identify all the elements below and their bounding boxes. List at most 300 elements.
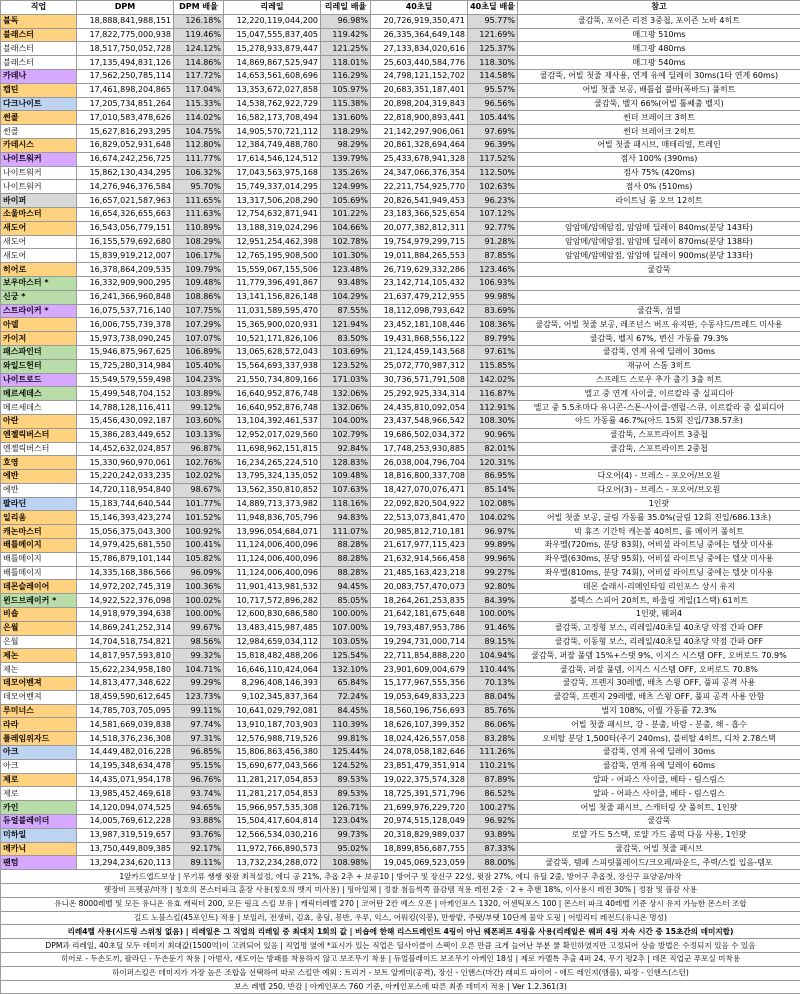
table-row: [1, 194, 800, 208]
table-row: [1, 552, 800, 566]
table-row: [1, 483, 800, 497]
note-cell: 엘고 중 5.5초마다 유니콘-스톤-사이클-엔릴-스큐, 이르칼라 중 실피디아: [518, 401, 800, 415]
restraint-ratio: 85.05%: [321, 594, 371, 608]
dpm-ratio: 103.89%: [174, 387, 224, 401]
restraint-ratio: 88.28%: [321, 566, 371, 580]
class-name: 듀얼블레이더: [1, 815, 77, 829]
table-row: [1, 787, 800, 801]
forty-sec-ratio: 99.89%: [468, 539, 518, 553]
restraint-value: 13,104,392,461,537: [224, 414, 321, 428]
restraint-ratio: 104.66%: [321, 221, 371, 235]
forty-sec-ratio: 96.56%: [468, 97, 518, 111]
class-name: 제논: [1, 663, 77, 677]
forty-sec-ratio: 84.39%: [468, 594, 518, 608]
restraint-ratio: 102.78%: [321, 235, 371, 249]
forty-sec-ratio: 111.26%: [468, 746, 518, 760]
class-name: 비숍: [1, 608, 77, 622]
dpm-ratio: 107.75%: [174, 304, 224, 318]
restraint-ratio: 116.29%: [321, 69, 371, 83]
dpm-value: 15,220,242,033,235: [77, 470, 174, 484]
footer-row: [1, 952, 800, 966]
dpm-ratio: 99.12%: [174, 401, 224, 415]
forty-sec-value: 19,754,979,299,715: [371, 235, 468, 249]
restraint-ratio: 89.53%: [321, 787, 371, 801]
dpm-value: 17,010,583,478,626: [77, 111, 174, 125]
dpm-value: 15,862,130,434,295: [77, 166, 174, 180]
dpm-ratio: 101.77%: [174, 497, 224, 511]
dpm-value: 14,120,094,074,525: [77, 801, 174, 815]
table-row: [1, 663, 800, 677]
footer-row: [1, 966, 800, 980]
restraint-ratio: 119.42%: [321, 28, 371, 42]
dpm-ratio: 93.88%: [174, 815, 224, 829]
restraint-value: 13,141,156,826,148: [224, 290, 321, 304]
forty-sec-value: 19,294,731,000,714: [371, 635, 468, 649]
class-name: 배틀메이지: [1, 552, 77, 566]
class-name: 카이저: [1, 332, 77, 346]
class-name: 블래스터: [1, 56, 77, 70]
forty-sec-ratio: 86.95%: [468, 470, 518, 484]
forty-sec-ratio: 88.00%: [468, 856, 518, 870]
dpm-value: 13,750,449,809,385: [77, 842, 174, 856]
class-name: 카데시스: [1, 138, 77, 152]
class-name: 배틀메이지: [1, 566, 77, 580]
restraint-ratio: 171.03%: [321, 373, 371, 387]
dpm-value: 14,788,128,116,411: [77, 401, 174, 415]
note-cell: [518, 207, 800, 221]
dpm-value: 14,972,202,745,319: [77, 580, 174, 594]
restraint-value: 16,640,952,876,748: [224, 401, 321, 415]
dpm-value: 14,817,957,593,810: [77, 649, 174, 663]
header-dpm-ratio: DPM 배율: [174, 1, 224, 15]
restraint-value: 11,948,836,705,796: [224, 511, 321, 525]
table-row: [1, 69, 800, 83]
dpm-ratio: 102.76%: [174, 456, 224, 470]
note-cell: 1인팟, 웨퍼4: [518, 608, 800, 622]
forty-sec-value: 26,719,629,332,286: [371, 263, 468, 277]
class-name: 썬콜: [1, 125, 77, 139]
forty-sec-ratio: 110.44%: [468, 663, 518, 677]
forty-sec-value: 26,335,364,649,148: [371, 28, 468, 42]
dpm-value: 14,785,703,705,095: [77, 704, 174, 718]
restraint-value: 11,901,413,981,532: [224, 580, 321, 594]
table-row: [1, 14, 800, 28]
note-cell: 암암메/암메암점, 암암메 딜레이 870ms(분당 138타): [518, 235, 800, 249]
restraint-value: 12,576,988,719,526: [224, 732, 321, 746]
class-name: 패스파인더: [1, 345, 77, 359]
restraint-ratio: 124.52%: [321, 759, 371, 773]
table-row: [1, 111, 800, 125]
restraint-ratio: 99.81%: [321, 732, 371, 746]
dpm-value: 15,499,548,704,152: [77, 387, 174, 401]
restraint-value: 15,806,863,456,380: [224, 746, 321, 760]
note-cell: 쿨감뚝, 섬멸: [518, 304, 800, 318]
restraint-value: 10,641,029,792,081: [224, 704, 321, 718]
dpm-value: 14,979,425,681,550: [77, 539, 174, 553]
dpm-value: 15,056,375,043,300: [77, 525, 174, 539]
footer-row: [1, 884, 800, 898]
dpm-value: 15,549,579,559,498: [77, 373, 174, 387]
class-name: 제로: [1, 787, 77, 801]
dpm-value: 14,435,071,954,178: [77, 773, 174, 787]
footer-row: [1, 939, 800, 953]
forty-sec-value: 19,686,502,034,372: [371, 428, 468, 442]
table-row: [1, 732, 800, 746]
class-name: 배틀메이지: [1, 539, 77, 553]
dpm-value: 16,654,326,655,663: [77, 207, 174, 221]
dpm-value: 14,452,632,024,857: [77, 442, 174, 456]
forty-sec-value: 19,431,868,556,122: [371, 332, 468, 346]
dpm-ratio: 99.67%: [174, 621, 224, 635]
dpm-value: 18,517,750,052,728: [77, 42, 174, 56]
footer-note: 유니온 8000레벨 및 모든 유니온 유효 캐릭터 200, 모든 링크 스킬 보유 | 캐릭터레벨 270 | 코어탄 2칸 예스 오픈 | 아케인포스 1320, 어센틱포스 100 | 몬스터 파크 40레벨 기준 상시 유지 가능한 몬스터 조합: [1, 897, 800, 911]
restraint-value: 13,795,324,135,052: [224, 470, 321, 484]
table-row: [1, 166, 800, 180]
class-name: 다크나이트: [1, 97, 77, 111]
restraint-ratio: 123.04%: [321, 815, 371, 829]
dpm-ratio: 108.29%: [174, 235, 224, 249]
table-row: [1, 815, 800, 829]
note-cell: 라이트닝 룸 오브 12히트: [518, 194, 800, 208]
header-40s: 40초딜: [371, 1, 468, 15]
restraint-value: 15,690,677,043,566: [224, 759, 321, 773]
forty-sec-value: 18,024,426,557,058: [371, 732, 468, 746]
forty-sec-ratio: 107.12%: [468, 207, 518, 221]
header-row: [1, 1, 800, 15]
forty-sec-ratio: 102.63%: [468, 180, 518, 194]
table-row: [1, 414, 800, 428]
table-row: [1, 83, 800, 97]
table-row: [1, 207, 800, 221]
forty-sec-value: 23,142,714,105,432: [371, 276, 468, 290]
forty-sec-value: 20,318,829,989,037: [371, 828, 468, 842]
restraint-value: 21,550,734,809,166: [224, 373, 321, 387]
dpm-value: 16,006,755,739,378: [77, 318, 174, 332]
dpm-ratio: 103.13%: [174, 428, 224, 442]
restraint-value: 12,765,195,908,500: [224, 249, 321, 263]
table-row: [1, 746, 800, 760]
dpm-value: 15,456,430,092,187: [77, 414, 174, 428]
forty-sec-value: 24,435,810,092,054: [371, 401, 468, 415]
restraint-ratio: 94.83%: [321, 511, 371, 525]
forty-sec-value: 25,292,925,334,314: [371, 387, 468, 401]
footer-note: 펫장비 프펫공/마작 | 칭호의 몬스터파크 훈장 사용(칭호의 뱃지 미사용) | 띵아일체 | 정찰 첨들썩쪽 플감템 적용 레전 2중 · 2 + 추핸 18%, 이사용시 레전 30% | 정참 및 플감 사용: [1, 884, 800, 898]
forty-sec-value: 18,264,261,253,835: [371, 594, 468, 608]
class-name: 플레임위자드: [1, 732, 77, 746]
class-name: 은월: [1, 621, 77, 635]
forty-sec-ratio: 87.33%: [468, 842, 518, 856]
table-row: [1, 428, 800, 442]
dpm-value: 15,183,744,640,544: [77, 497, 174, 511]
table-row: [1, 125, 800, 139]
dpm-ratio: 106.89%: [174, 345, 224, 359]
dpm-value: 15,973,738,090,245: [77, 332, 174, 346]
restraint-value: 10,717,572,896,282: [224, 594, 321, 608]
forty-sec-value: 23,437,548,966,542: [371, 414, 468, 428]
class-name: 새도어: [1, 235, 77, 249]
forty-sec-value: 21,699,976,229,720: [371, 801, 468, 815]
restraint-value: 12,220,119,044,200: [224, 14, 321, 28]
note-cell: 쿨감뚝, 템페 스피릿풀레이드/크오페/파운드, 주력/스킬 입음-템포: [518, 856, 800, 870]
note-cell: 오비탈 분당 1,500타(주기 240ms), 블비탈 4히트, 디차 2.78스택: [518, 732, 800, 746]
dpm-value: 15,146,393,423,274: [77, 511, 174, 525]
forty-sec-ratio: 83.28%: [468, 732, 518, 746]
restraint-ratio: 111.07%: [321, 525, 371, 539]
dpm-ratio: 97.31%: [174, 732, 224, 746]
class-name: 은월: [1, 635, 77, 649]
header-restraint-ratio: 리레일 배율: [321, 1, 371, 15]
forty-sec-ratio: 85.14%: [468, 483, 518, 497]
class-name: 에반: [1, 483, 77, 497]
table-footer: [1, 870, 800, 994]
dpm-ratio: 96.09%: [174, 566, 224, 580]
restraint-value: 11,281,217,054,853: [224, 787, 321, 801]
dpm-ratio: 105.82%: [174, 552, 224, 566]
note-cell: 좌우멜(720ms, 분당 83회), 어비셜 라이트닝 중에는 텔샷 미사용: [518, 539, 800, 553]
dpm-value: 15,839,919,212,007: [77, 249, 174, 263]
dpm-value: 17,461,898,204,865: [77, 83, 174, 97]
forty-sec-value: 24,798,121,152,702: [371, 69, 468, 83]
note-cell: [518, 456, 800, 470]
table-row: [1, 580, 800, 594]
table-row: [1, 621, 800, 635]
dpm-ratio: 93.74%: [174, 787, 224, 801]
restraint-ratio: 72.24%: [321, 690, 371, 704]
note-cell: 1인팟: [518, 497, 800, 511]
restraint-ratio: 125.44%: [321, 746, 371, 760]
note-cell: 점사 75% (420ms): [518, 166, 800, 180]
dpm-ratio: 98.67%: [174, 483, 224, 497]
table-row: [1, 359, 800, 373]
header-class: 직업: [1, 1, 77, 15]
table-row: [1, 594, 800, 608]
dpm-value: 15,786,879,101,144: [77, 552, 174, 566]
restraint-ratio: 109.48%: [321, 470, 371, 484]
dpm-ratio: 114.02%: [174, 111, 224, 125]
dpm-value: 16,674,242,256,725: [77, 152, 174, 166]
footer-row: [1, 897, 800, 911]
table-row: [1, 152, 800, 166]
forty-sec-ratio: 116.87%: [468, 387, 518, 401]
restraint-ratio: 89.53%: [321, 773, 371, 787]
restraint-ratio: 135.26%: [321, 166, 371, 180]
forty-sec-ratio: 99.98%: [468, 290, 518, 304]
dpm-ratio: 126.18%: [174, 14, 224, 28]
dpm-ratio: 96.85%: [174, 746, 224, 760]
class-name: 새도어: [1, 221, 77, 235]
note-cell: 쿨감뚝, 어빌 첫줄 패시브: [518, 842, 800, 856]
table-row: [1, 856, 800, 870]
restraint-value: 13,483,415,987,485: [224, 621, 321, 635]
class-name: 썬콜: [1, 111, 77, 125]
restraint-ratio: 105.69%: [321, 194, 371, 208]
forty-sec-ratio: 117.52%: [468, 152, 518, 166]
restraint-value: 11,281,217,054,853: [224, 773, 321, 787]
forty-sec-ratio: 104.02%: [468, 511, 518, 525]
dpm-ratio: 92.17%: [174, 842, 224, 856]
restraint-ratio: 110.39%: [321, 718, 371, 732]
dpm-ratio: 98.56%: [174, 635, 224, 649]
restraint-value: 17,043,563,975,168: [224, 166, 321, 180]
restraint-value: 16,646,110,424,064: [224, 663, 321, 677]
forty-sec-ratio: 87.85%: [468, 249, 518, 263]
restraint-value: 13,317,506,208,290: [224, 194, 321, 208]
dpm-ratio: 103.60%: [174, 414, 224, 428]
forty-sec-ratio: 112.50%: [468, 166, 518, 180]
forty-sec-ratio: 96.92%: [468, 815, 518, 829]
forty-sec-ratio: 85.76%: [468, 704, 518, 718]
forty-sec-ratio: 121.69%: [468, 28, 518, 42]
table-row: [1, 318, 800, 332]
restraint-value: 9,102,345,837,364: [224, 690, 321, 704]
restraint-value: 11,698,962,151,815: [224, 442, 321, 456]
dpm-value: 17,562,250,785,114: [77, 69, 174, 83]
class-name: 나이트로드: [1, 373, 77, 387]
footer-note: 하이퍼스킬은 데미지가 가장 높은 조합을 선택하여 따로 스킬만 예외 : 트리거 - 보트 알케미(공격), 장신 - 인핸스(마간) 래피드 파이어 - 애드 레인지(앰블), 파장 - 인핸스(스턴): [1, 966, 800, 980]
forty-sec-ratio: 83.69%: [468, 304, 518, 318]
table-row: [1, 801, 800, 815]
dpm-ratio: 94.65%: [174, 801, 224, 815]
dpm-ratio: 89.11%: [174, 856, 224, 870]
restraint-value: 15,047,555,837,405: [224, 28, 321, 42]
table-row: [1, 773, 800, 787]
note-cell: 좌우멜(810ms, 분당 74회), 어비셜 라이트닝 중에는 텔샷 미사용: [518, 566, 800, 580]
restraint-ratio: 125.54%: [321, 649, 371, 663]
dpm-ratio: 100.36%: [174, 580, 224, 594]
table-row: [1, 138, 800, 152]
table-row: [1, 704, 800, 718]
note-cell: 어빌 첫줄 보공, 글림 가동률 35.0%(글림 12회 진입/686.13초): [518, 511, 800, 525]
footer-note: 히어로 - 두손도끼, 팔라딘 - 두손둔기 착용 | 아범사, 새도어는 방패를 착용하지 않고 보조무기 착용 | 듀얼블레이드 보조무기 아케인 18성 | 제로 카멜톡 추출 4퍼 24, 무기 평2추 | 데몬 직업군 푸포실 미착용: [1, 952, 800, 966]
table-body: [1, 14, 800, 869]
note-cell: 쿨감뚝, 스포트라이트 2중첩: [518, 442, 800, 456]
forty-sec-value: 22,513,073,841,470: [371, 511, 468, 525]
forty-sec-value: 21,637,479,212,955: [371, 290, 468, 304]
class-name: 팔라딘: [1, 497, 77, 511]
note-cell: 쿨감뚝: [518, 263, 800, 277]
restraint-ratio: 84.45%: [321, 704, 371, 718]
dpm-value: 14,335,168,386,566: [77, 566, 174, 580]
restraint-ratio: 128.83%: [321, 456, 371, 470]
forty-sec-ratio: 89.15%: [468, 635, 518, 649]
class-name: 일리움: [1, 511, 77, 525]
forty-sec-ratio: 70.13%: [468, 677, 518, 691]
dpm-ratio: 96.87%: [174, 442, 224, 456]
note-cell: 어빌 첫줄 패시브, 매테리얼, 트레인: [518, 138, 800, 152]
header-note: 참고: [518, 1, 800, 15]
class-name: 캐논마스터: [1, 525, 77, 539]
restraint-value: 11,972,766,890,573: [224, 842, 321, 856]
restraint-value: 8,296,408,146,393: [224, 677, 321, 691]
forty-sec-ratio: 88.04%: [468, 690, 518, 704]
dpm-value: 16,155,579,692,680: [77, 235, 174, 249]
table-row: [1, 677, 800, 691]
restraint-ratio: 92.84%: [321, 442, 371, 456]
note-cell: 알파 - 어파스 사이클, 베타 - 림스림스: [518, 773, 800, 787]
table-row: [1, 718, 800, 732]
restraint-value: 12,952,017,029,560: [224, 428, 321, 442]
class-name: 호영: [1, 456, 77, 470]
restraint-ratio: 87.55%: [321, 304, 371, 318]
dpm-value: 17,822,775,000,938: [77, 28, 174, 42]
dpm-ratio: 117.72%: [174, 69, 224, 83]
restraint-value: 13,353,672,027,858: [224, 83, 321, 97]
table-row: [1, 608, 800, 622]
note-cell: 데몬 슬래시-리메인타임 리인포스 상시 유지: [518, 580, 800, 594]
class-name: 데몬슬레이어: [1, 580, 77, 594]
table-row: [1, 759, 800, 773]
forty-sec-value: 21,632,914,566,458: [371, 552, 468, 566]
forty-sec-ratio: 118.30%: [468, 56, 518, 70]
restraint-ratio: 132.10%: [321, 663, 371, 677]
table-row: [1, 470, 800, 484]
table-row: [1, 276, 800, 290]
dpm-ratio: 93.76%: [174, 828, 224, 842]
forty-sec-value: 17,748,253,930,885: [371, 442, 468, 456]
note-cell: 암암메/암메암점, 암암메 딜레이 840ms(분당 143타): [518, 221, 800, 235]
dpm-ratio: 95.70%: [174, 180, 224, 194]
forty-sec-value: 21,142,297,906,061: [371, 125, 468, 139]
note-cell: 스프레드 스로우 추가 출기 3출 히트: [518, 373, 800, 387]
dpm-value: 17,205,734,851,264: [77, 97, 174, 111]
restraint-value: 14,905,570,721,112: [224, 125, 321, 139]
dpm-ratio: 104.75%: [174, 125, 224, 139]
note-cell: 쿨감뚝, 연계 유예 딜레이 60ms: [518, 759, 800, 773]
note-cell: 썬더 브레이크 2히트: [518, 125, 800, 139]
dpm-ratio: 109.79%: [174, 263, 224, 277]
note-cell: 어빌 첫줄 패시브, 강 - 분출, 바람 - 분출, 해 - 흡수: [518, 718, 800, 732]
dpm-value: 13,294,234,620,113: [77, 856, 174, 870]
table-row: [1, 373, 800, 387]
dpm-value: 18,888,841,988,151: [77, 14, 174, 28]
restraint-value: 12,384,749,488,780: [224, 138, 321, 152]
class-name: 블래스터: [1, 28, 77, 42]
dpm-ratio: 106.17%: [174, 249, 224, 263]
class-name: 히어로: [1, 263, 77, 277]
restraint-value: 15,504,417,604,814: [224, 815, 321, 829]
restraint-value: 15,278,933,879,447: [224, 42, 321, 56]
restraint-value: 10,521,171,826,106: [224, 332, 321, 346]
restraint-ratio: 121.25%: [321, 42, 371, 56]
dpm-value: 17,135,494,831,126: [77, 56, 174, 70]
restraint-ratio: 132.06%: [321, 401, 371, 415]
forty-sec-value: 20,974,515,128,049: [371, 815, 468, 829]
restraint-value: 14,653,561,608,696: [224, 69, 321, 83]
forty-sec-value: 20,826,541,949,453: [371, 194, 468, 208]
dpm-value: 15,330,960,970,061: [77, 456, 174, 470]
restraint-value: 11,124,006,400,096: [224, 552, 321, 566]
table-row: [1, 97, 800, 111]
forty-sec-ratio: 91.46%: [468, 621, 518, 635]
restraint-value: 15,966,957,535,308: [224, 801, 321, 815]
restraint-ratio: 131.60%: [321, 111, 371, 125]
restraint-ratio: 107.00%: [321, 621, 371, 635]
forty-sec-value: 23,183,366,525,654: [371, 207, 468, 221]
forty-sec-ratio: 105.44%: [468, 111, 518, 125]
restraint-value: 11,031,589,595,470: [224, 304, 321, 318]
note-cell: [518, 290, 800, 304]
dpm-ratio: 111.77%: [174, 152, 224, 166]
table-row: [1, 401, 800, 415]
forty-sec-value: 20,083,757,470,073: [371, 580, 468, 594]
forty-sec-value: 19,022,375,574,328: [371, 773, 468, 787]
restraint-ratio: 118.16%: [321, 497, 371, 511]
dpm-ratio: 101.52%: [174, 511, 224, 525]
dpm-value: 18,459,590,612,645: [77, 690, 174, 704]
restraint-value: 11,779,396,491,867: [224, 276, 321, 290]
forty-sec-ratio: 97.61%: [468, 345, 518, 359]
table-row: [1, 345, 800, 359]
